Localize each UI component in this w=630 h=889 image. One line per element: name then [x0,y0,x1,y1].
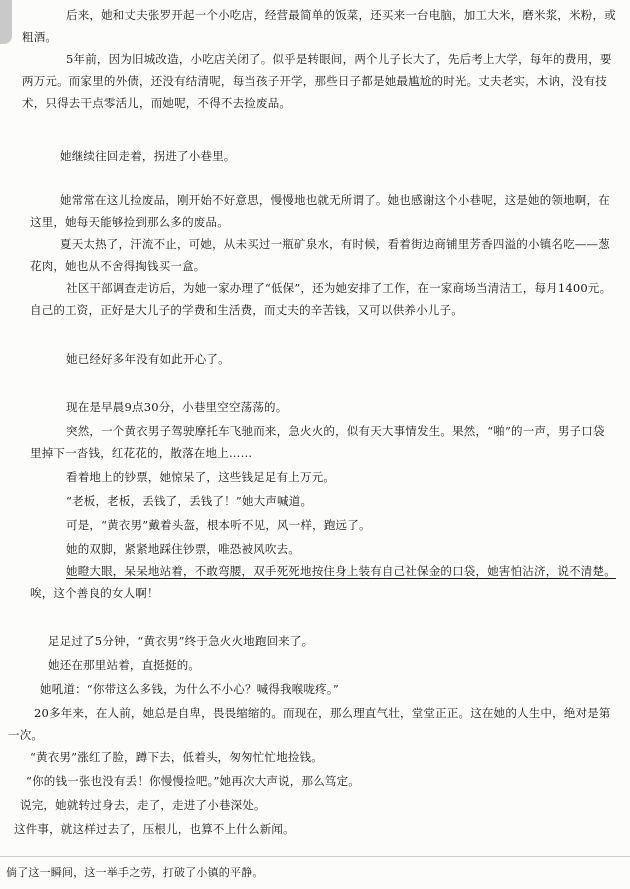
paragraph-17: 她吼道：“你带这么多钱，为什么不小心？喊得我喉咙疼。” [40,682,339,696]
paragraph-12: 可是，“黄衣男”戴着头盔，根本听不见，风一样，跑远了。 [66,518,371,532]
paragraph-23: 倘了这一瞬间，这一举手之劳，打破了小镇的平静。 [6,866,264,879]
paragraph-1: 后来，她和丈夫张罗开起一个小吃店，经营最简单的饭菜，还买来一台电脑，加工大米，磨米浆，米粉，或粗酒。 [22,8,616,44]
paragraph-9: 突然，一个黄衣男子驾驶摩托车飞驰而来，急火火的，似有天大事情发生。果然，“啪”的一声，男子口袋里掉下一沓钱，红花花的，散落在地上…… [30,424,605,460]
paragraph-20: “你的钱一张也没有丢！你慢慢捡吧。”她再次大声说，那么笃定。 [26,774,361,788]
paragraph-4: 她常常在这儿捡废品，刚开始不好意思，慢慢地也就无所谓了。她也感谢这个小巷呢，这是她的领地啊，在这里，她每天能够捡到那么多的废品。 [30,193,610,229]
paragraph-6: 社区干部调查走访后，为她一家办理了“低保”，还为她安排了工作，在一家商场当清洁工，每月1400元。自己的工资，正好是大儿子的学费和生活费，而丈夫的辛苦钱，又可以供养小儿子。 [30,281,612,317]
paragraph-2: 5年前，因为旧城改造，小吃店关闭了。似乎是转眼间，两个儿子长大了，先后考上大学，每年的费用，要两万元。而家里的外债，还没有结清呢，每当孩子开学，那些日子都是她最尴尬的时光。丈夫老实，木讷，没有技术，只得去干点零活儿，而她呢，不得不去捡废品。 [22,52,612,110]
paragraph-13: 她的双脚，紧紧地踩住钞票，唯恐被风吹去。 [66,542,300,556]
paragraph-10: 看着地上的钞票，她惊呆了，这些钱足足有上万元。 [66,470,336,484]
paragraph-22: 这件事，就这样过去了，压根儿，也算不上什么新闻。 [14,822,295,836]
paragraph-3: 她继续往回走着，拐进了小巷里。 [60,149,236,163]
paragraph-18: 20多年来，在人前，她总是自卑，畏畏缩缩的。而现在，那么理直气壮，堂堂正正。这在她的人生中，绝对是第一次。 [8,706,611,742]
paragraph-15: 足足过了5分钟，“黄衣男”终于急火火地跑回来了。 [48,634,314,648]
paragraph-8: 现在是早晨9点30分，小巷里空空荡荡的。 [66,400,288,414]
paragraph-5: 夏天太热了，汗流不止，可她，从未买过一瓶矿泉水，有时候，看着街边商铺里芳香四溢的小镇名吃——葱花肉，她也从不舍得掏钱买一盒。 [30,237,610,273]
paragraph-16: 她还在那里站着，直挺挺的。 [48,658,201,672]
underlined-text: 她瞪大眼，呆呆地站着，不敢弯腰，双手死死地按住身上装有自己社保金的口袋，她害怕沾济，说不清楚。 [66,564,616,578]
paragraph-11: “老板，老板，丢钱了，丢钱了！”她大声喊道。 [66,494,313,508]
paragraph-14-tail: 唉，这个善良的女人啊！ [30,586,159,600]
paragraph-14 [30,560,616,604]
paragraph-7: 她已经好多年没有如此开心了。 [66,352,230,366]
page-divider [0,856,630,857]
paragraph-19: “黄衣男”涨红了脸，蹲下去，低着头，匆匆忙忙地捡钱。 [30,750,323,764]
paragraph-21: 说完，她就转过身去，走了，走进了小巷深处。 [20,798,266,812]
